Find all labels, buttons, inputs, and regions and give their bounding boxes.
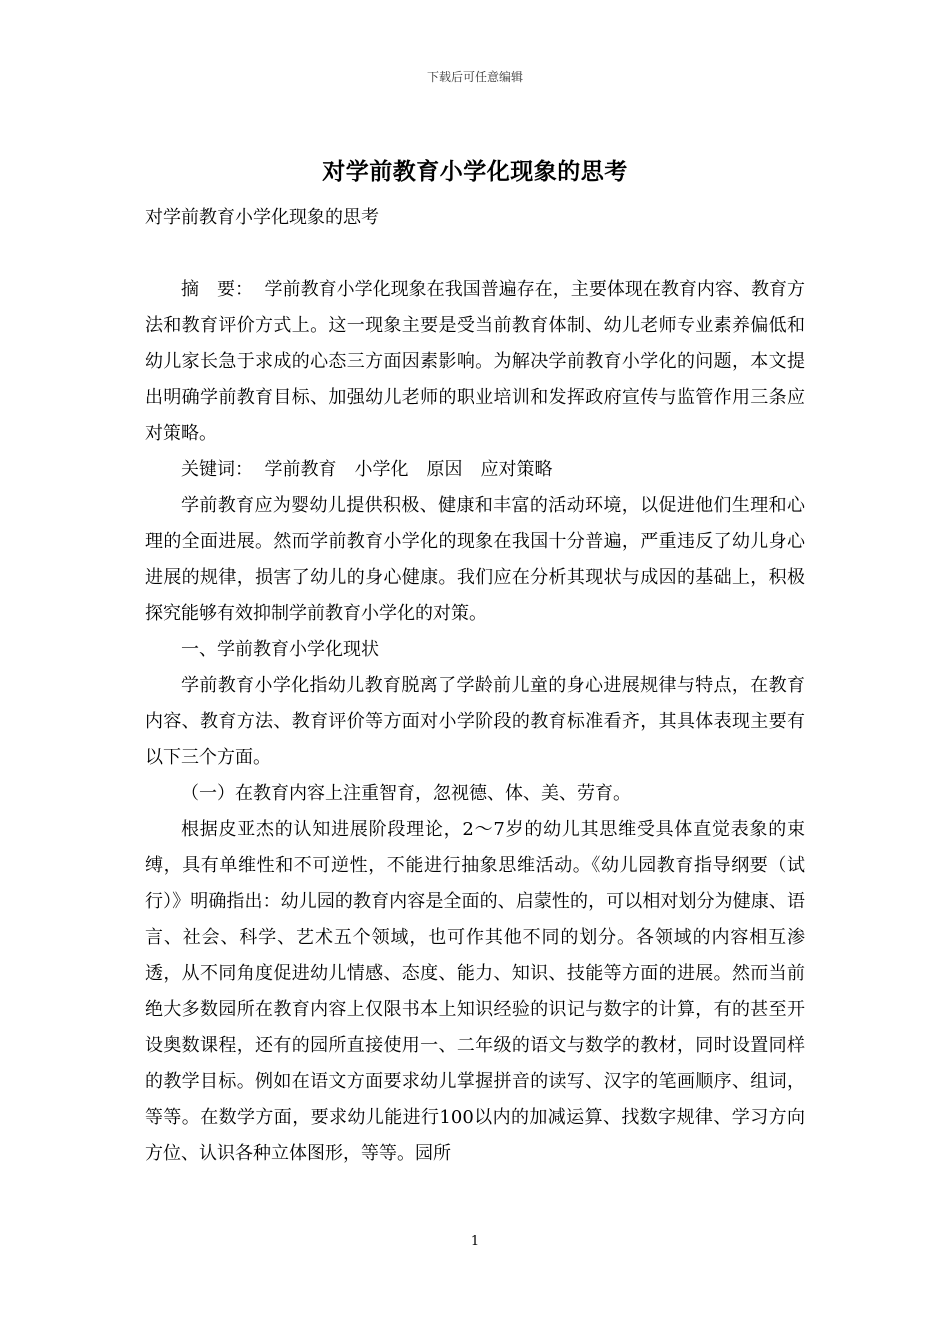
- keyword-item: 学前教育: [264, 459, 337, 480]
- keyword-item: 小学化: [354, 459, 409, 480]
- subsection-paragraph: 根据皮亚杰的认知进展阶段理论，2～7岁的幼儿其思维受具体直觉表象的束缚，具有单维性和不可逆性，不能进行抽象思维活动。《幼儿园教育指导纲要（试行）》明确指出：幼儿园的教育内容是全面的、启蒙性的，可以相对划分为健康、语言、社会、科学、艺术五个领域，也可作其他不同的划分。各领域的内容相互渗透，从不同角度促进幼儿情感、态度、能力、知识、技能等方面的进展。然而当前绝大多数园所在教育内容上仅限书本上知识经验的识记与数字的计算，有的甚至开设奥数课程，还有的园所直接使用一、二年级的语文与数学的教材，同时设置同样的教学目标。例如在语文方面要求幼儿掌握拼音的读写、汉字的笔画顺序、组词，等等。在数学方面，要求幼儿能进行100以内的加减运算、找数字规律、学习方向方位、认识各种立体图形，等等。园所: [145, 819, 805, 1164]
- keywords-line: [145, 452, 805, 488]
- page-header-note: 下载后可任意编辑: [426, 70, 523, 84]
- keyword-item: 原因: [426, 459, 463, 480]
- subsection-heading: （一）在教育内容上注重智育，忽视德、体、美、劳育。: [181, 783, 631, 804]
- section-heading: 一、学前教育小学化现状: [181, 639, 379, 660]
- keyword-item: 应对策略: [480, 459, 553, 480]
- intro-paragraph: 学前教育应为婴幼儿提供积极、健康和丰富的活动环境，以促进他们生理和心理的全面进展。然而学前教育小学化的现象在我国十分普遍，严重违反了幼儿身心进展的规律，损害了幼儿的身心健康。我们应在分析其现状与成因的基础上，积极探究能够有效抑制学前教育小学化的对策。: [145, 495, 805, 624]
- abstract-label: 摘 要：: [181, 279, 254, 300]
- abstract-paragraph: [145, 272, 805, 452]
- document-body: [145, 200, 805, 1172]
- abstract-text: 学前教育小学化现象在我国普遍存在，主要体现在教育内容、教育方法和教育评价方式上。这一现象主要是受当前教育体制、幼儿老师专业素养偏低和幼儿家长急于求成的心态三方面因素影响。为解决学前教育小学化的问题，本文提出明确学前教育目标、加强幼儿老师的职业培训和发挥政府宣传与监管作用三条应对策略。: [145, 279, 805, 444]
- document-title: 对学前教育小学化现象的思考: [322, 158, 628, 185]
- document-subtitle: 对学前教育小学化现象的思考: [145, 207, 379, 228]
- page-number: 1: [470, 1234, 480, 1249]
- section-paragraph: 学前教育小学化指幼儿教育脱离了学龄前儿童的身心进展规律与特点，在教育内容、教育方法、教育评价等方面对小学阶段的教育标准看齐，其具体表现主要有以下三个方面。: [145, 675, 805, 768]
- keywords-label: 关键词：: [181, 459, 253, 480]
